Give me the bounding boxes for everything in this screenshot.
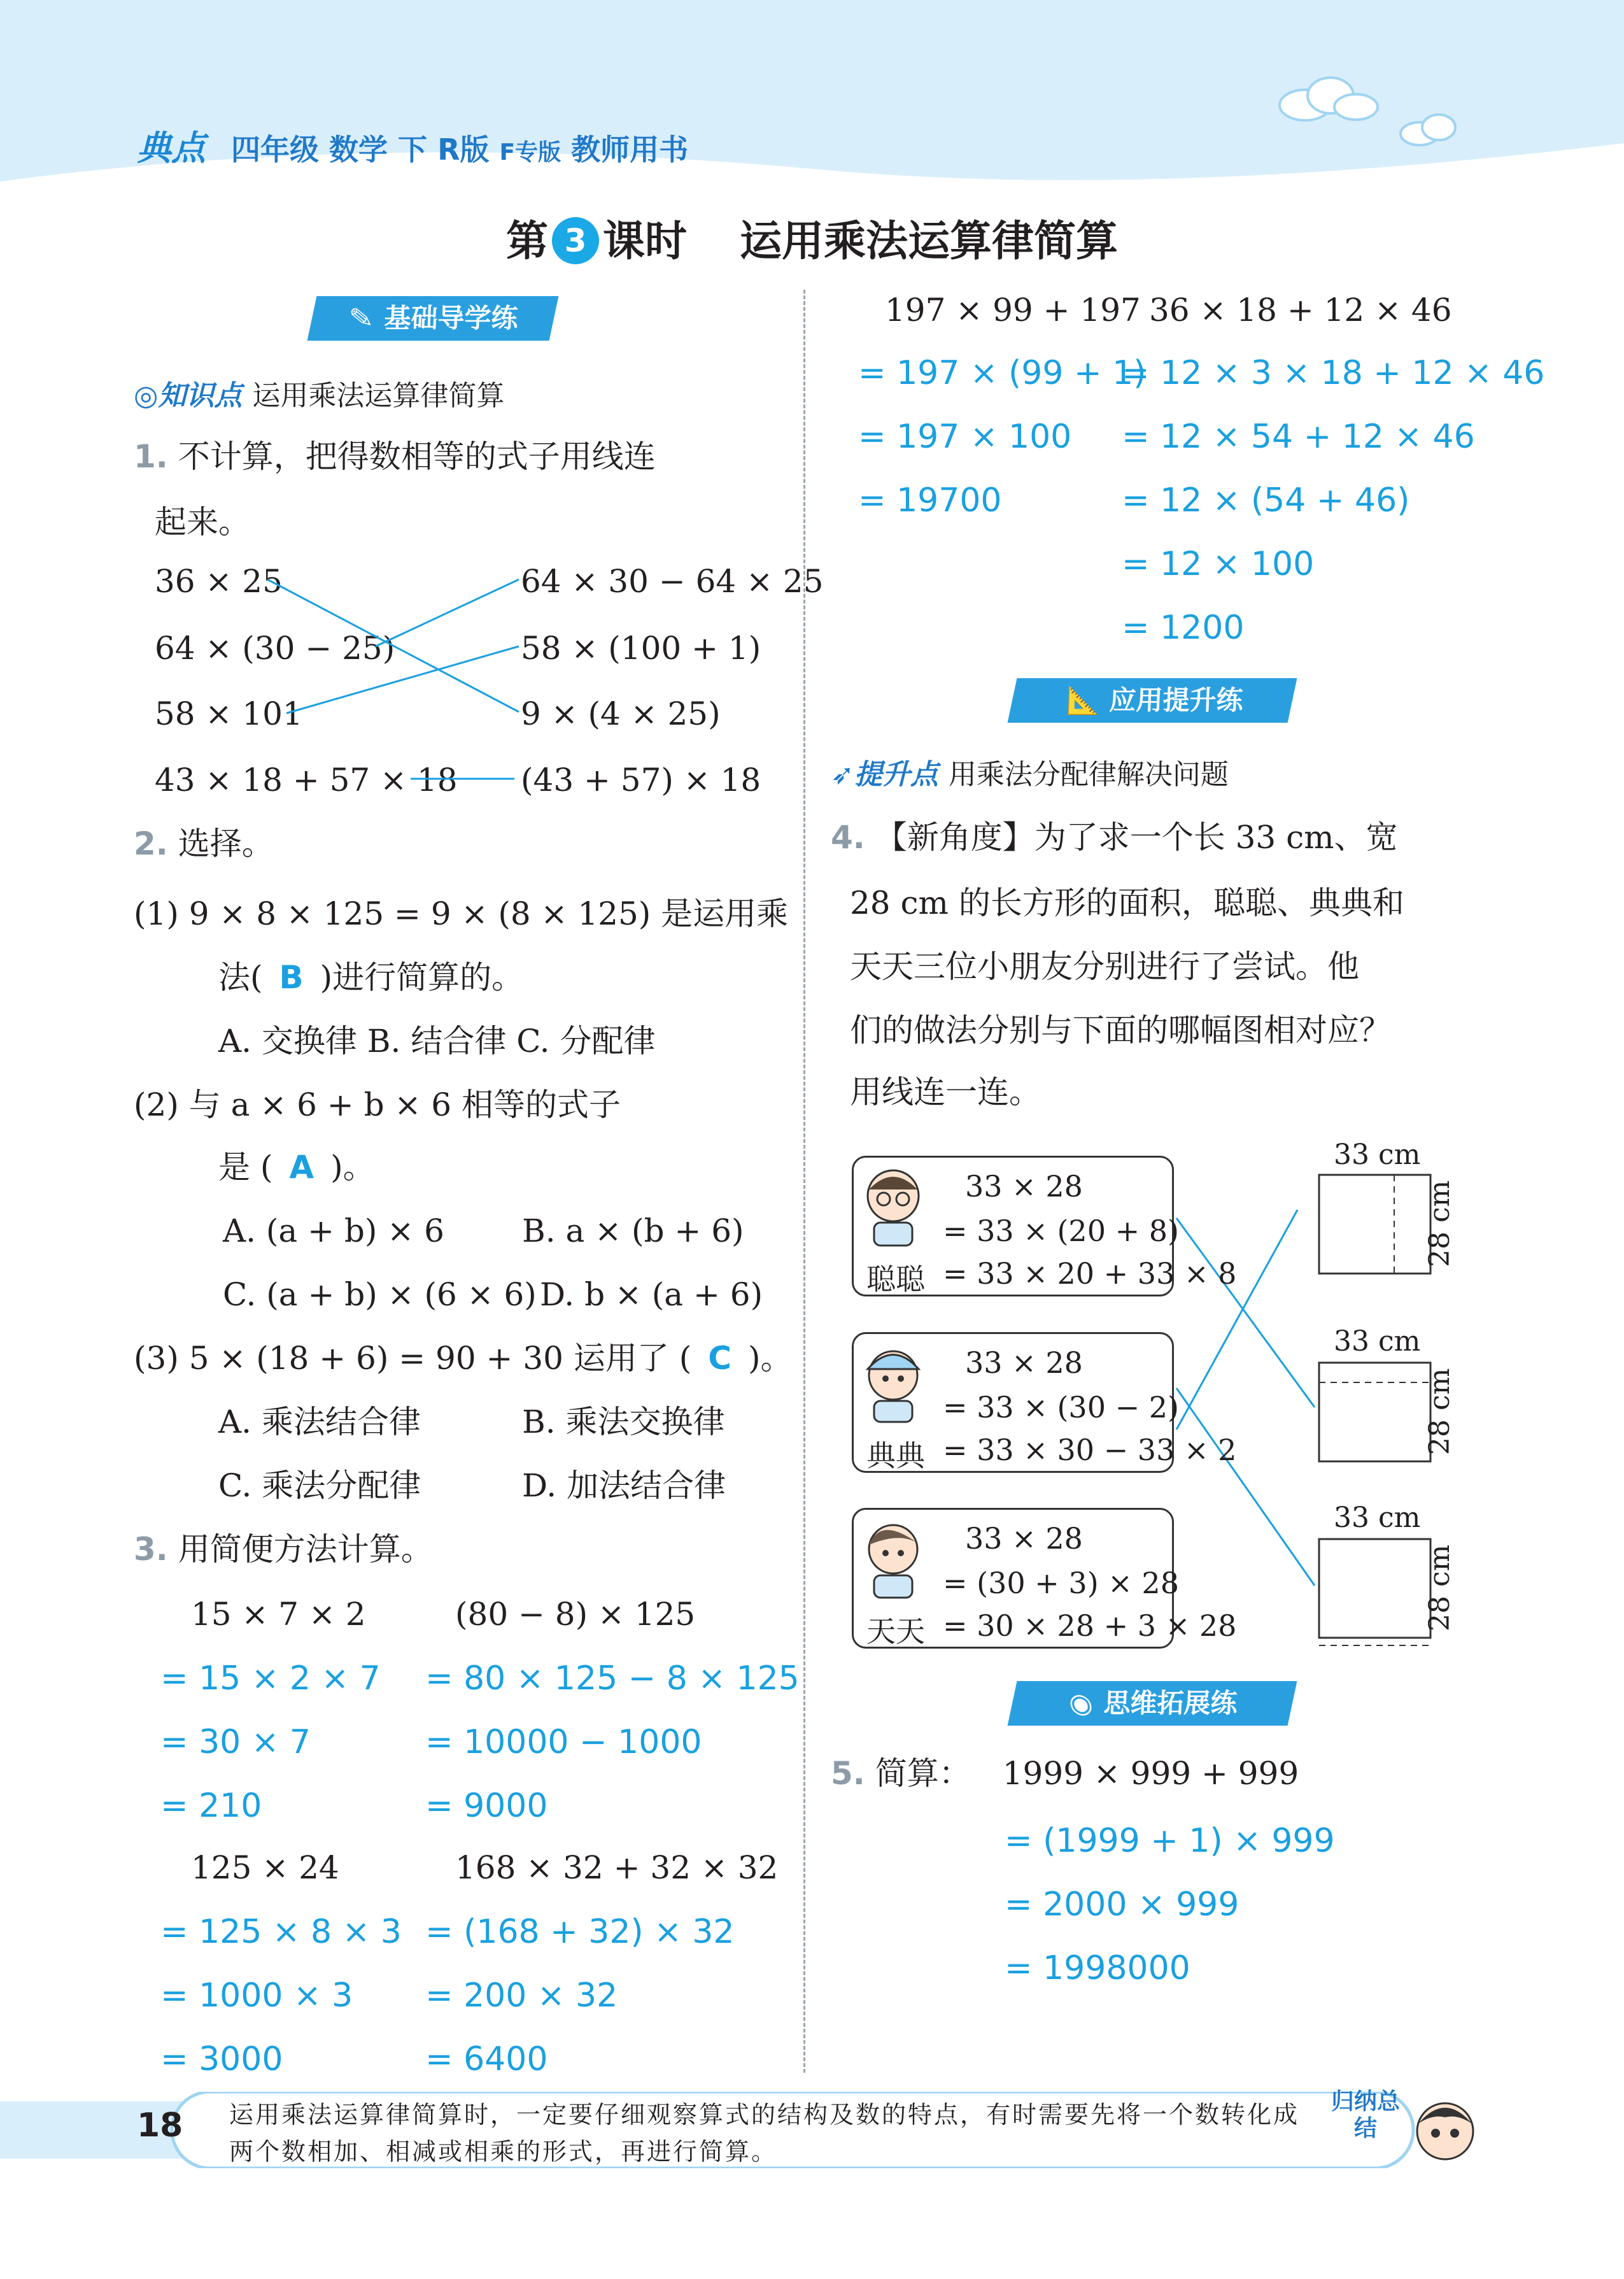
rect2-width-label: 33 cm (1334, 1325, 1421, 1358)
q3-calc1-step: = 210 (160, 1787, 262, 1825)
q2-p3-optA: A. 乘法结合律 (218, 1403, 421, 1440)
q2-p2-answer: A (289, 1149, 314, 1186)
q4-line2: 28 cm 的长方形的面积，聪聪、典典和 (850, 884, 1404, 921)
book-type: 教师用书 (571, 132, 689, 167)
q3-calc6-step: = 12 × 3 × 18 + 12 × 46 (1122, 354, 1545, 392)
q1-match-line (376, 579, 519, 646)
child-name: 天天 (866, 1614, 925, 1649)
q2-p3-answer: C (708, 1340, 731, 1377)
rect2-figure (1311, 1360, 1439, 1468)
page-title: 第 3 课时 运用乘法运算律简算 (506, 217, 1118, 266)
q3-calc2-expr: (80 − 8) × 125 (455, 1596, 696, 1633)
q3-calc2-step: = 80 × 125 − 8 × 125 (425, 1659, 800, 1698)
q2-p1-line1: (1) 9 × 8 × 125 = 9 × (8 × 125) 是运用乘 (134, 895, 789, 932)
compass-icon: ✎ (346, 302, 376, 334)
q3-calc3-step: = 3000 (160, 2040, 283, 2078)
q2-p1-line2: 法( B )进行简算的。 (218, 959, 524, 996)
edition: R版 (437, 132, 490, 167)
q3-calc5-step: = 197 × (99 + 1) (858, 354, 1147, 392)
q4-card-congcong: 33 × 28 = 33 × (20 + 8) 聪聪 = 33 × 20 + 33 × 8 (852, 1156, 1174, 1296)
child-avatar (861, 1340, 925, 1423)
rect1-width-label: 33 cm (1334, 1139, 1421, 1171)
rect1-figure (1311, 1172, 1439, 1280)
q2-p2-optA: A. (a + b) × 6 (223, 1212, 444, 1249)
q3-text: 3. 用简便方法计算。 (134, 1531, 433, 1568)
q2-p3-line1: (3) 5 × (18 + 6) = 90 + 30 运用了 ( C )。 (134, 1340, 793, 1377)
lesson-number: 3 (552, 217, 599, 264)
rect3-figure (1311, 1536, 1439, 1657)
q1-match-line (286, 646, 519, 713)
section-banner-apply: 📐 应用提升练 (1008, 678, 1297, 723)
q2-p3-optC: C. 乘法分配律 (218, 1467, 421, 1504)
q1-match-line (267, 579, 519, 712)
q3-calc4-step: = 200 × 32 (425, 1977, 618, 2015)
q3-calc2-step: = 10000 − 1000 (425, 1723, 702, 1761)
q4-card-tiantian: 33 × 28 = (30 + 3) × 28 天天 = 30 × 28 + 3 × 28 (852, 1508, 1174, 1649)
q4-card-diandian: 33 × 28 = 33 × (30 − 2) 典典 = 33 × 30 − 33 × 2 (852, 1332, 1174, 1473)
q1-left-2: 64 × (30 − 25) (155, 630, 395, 667)
q3-calc5-expr: 197 × 99 + 197 (885, 292, 1141, 329)
q4-line4: 们的做法分别与下面的哪幅图相对应？ (850, 1012, 1391, 1049)
q4-match-line (1176, 1388, 1315, 1586)
globe-icon: ◉ (1066, 1687, 1096, 1719)
child-avatar (861, 1164, 925, 1247)
page-number: 18 (137, 2106, 183, 2145)
q1-text-line2: 起来。 (155, 504, 250, 541)
q5-line: 5. 简算： 1999 × 999 + 999 (831, 1755, 1299, 1792)
q3-calc5-step: = 19700 (858, 481, 1002, 520)
summary-badge: 归纳总结 (1331, 2089, 1400, 2141)
section-banner-think: ◉ 思维拓展练 (1008, 1681, 1297, 1726)
ruler-icon: 📐 (1061, 685, 1101, 716)
q1-text-line1: 1. 不计算，把得数相等的式子用线连 (134, 438, 656, 475)
special-edition: F专版 (499, 139, 561, 166)
q3-calc3-expr: 125 × 24 (191, 1849, 339, 1886)
q1-right-3: 9 × (4 × 25) (521, 695, 721, 732)
q3-calc6-step: = 12 × 100 (1122, 545, 1315, 583)
q3-calc6-expr: 36 × 18 + 12 × 46 (1149, 292, 1452, 329)
q5-step: = 2000 × 999 (1005, 1885, 1239, 1924)
rect2-height-label: 28 cm (1423, 1368, 1456, 1455)
q1-left-4: 43 × 18 + 57 × 18 (155, 762, 458, 799)
q2-p2-line2: 是 ( A )。 (218, 1149, 375, 1186)
q3-calc4-step: = 6400 (425, 2040, 548, 2078)
grade-subject: 四年级 数学 下 (231, 132, 428, 167)
q5-step: = 1998000 (1005, 1949, 1190, 1987)
q3-calc5-step: = 197 × 100 (858, 418, 1072, 456)
q3-calc1-step: = 15 × 2 × 7 (160, 1659, 381, 1698)
summary-text: 运用乘法运算律简算时，一定要仔细观察算式的结构及数的特点，有时需要先将一个数转化成两个数相加、相减或相乘的形式，再进行简算。 (229, 2101, 1300, 2166)
q3-calc1-step: = 30 × 7 (160, 1723, 311, 1761)
q2-p3-optB: B. 乘法交换律 (522, 1403, 725, 1440)
q2-text: 2. 选择。 (134, 825, 274, 862)
q2-p2-optD: D. b × (a + 6) (540, 1276, 763, 1313)
brand-logo: 典点 (137, 128, 206, 168)
q2-p3-optD: D. 加法结合律 (522, 1467, 726, 1504)
q3-calc4-expr: 168 × 32 + 32 × 32 (455, 1849, 779, 1886)
child-name: 典典 (866, 1438, 925, 1473)
rocket-icon: ➶ (831, 758, 854, 791)
q2-p2-optB: B. a × (b + 6) (522, 1212, 744, 1249)
q1-left-1: 36 × 25 (155, 563, 283, 600)
q3-calc1-expr: 15 × 7 × 2 (191, 1596, 366, 1633)
rect1-height-label: 28 cm (1423, 1180, 1456, 1267)
q2-p1-answer: B (279, 959, 304, 996)
rect3-height-label: 28 cm (1423, 1544, 1456, 1631)
child-name: 聪聪 (866, 1262, 925, 1296)
q2-p2-line1: (2) 与 a × 6 + b × 6 相等的式子 (134, 1086, 621, 1123)
q1-right-1: 64 × 30 − 64 × 25 (521, 563, 824, 600)
q1-right-4: (43 + 57) × 18 (521, 762, 761, 799)
section-banner-basic: ✎ 基础导学练 (307, 296, 559, 341)
q2-p2-optC: C. (a + b) × (6 × 6) (223, 1276, 537, 1313)
knowledge-point: ◎知识点 运用乘法运算律简算 (134, 380, 505, 412)
q2-p1-options: A. 交换律 B. 结合律 C. 分配律 (218, 1023, 656, 1060)
q3-calc4-step: = (168 + 32) × 32 (425, 1913, 735, 1951)
q3-calc6-step: = 1200 (1122, 609, 1245, 647)
q5-step: = (1999 + 1) × 999 (1005, 1822, 1335, 1860)
q1-left-3: 58 × 101 (155, 695, 303, 732)
q4-line3: 天天三位小朋友分别进行了尝试。他 (850, 948, 1359, 985)
improve-point: ➶提升点 用乘法分配律解决问题 (831, 758, 1229, 791)
q3-calc2-step: = 9000 (425, 1787, 548, 1825)
q3-calc6-step: = 12 × 54 + 12 × 46 (1122, 418, 1475, 456)
q3-calc3-step: = 125 × 8 × 3 (160, 1913, 402, 1951)
q1-right-2: 58 × (100 + 1) (521, 630, 761, 667)
q4-line5: 用线连一连。 (850, 1074, 1041, 1111)
rect3-width-label: 33 cm (1334, 1502, 1421, 1534)
q4-match-line (1176, 1218, 1315, 1407)
q3-calc6-step: = 12 × (54 + 46) (1122, 481, 1410, 520)
q4-line1: 4. 【新角度】为了求一个长 33 cm、宽 (831, 819, 1398, 856)
q3-calc3-step: = 1000 × 3 (160, 1977, 353, 2015)
lesson-topic: 运用乘法运算律简算 (739, 217, 1118, 266)
child-avatar (861, 1516, 925, 1599)
target-icon: ◎ (134, 380, 159, 412)
